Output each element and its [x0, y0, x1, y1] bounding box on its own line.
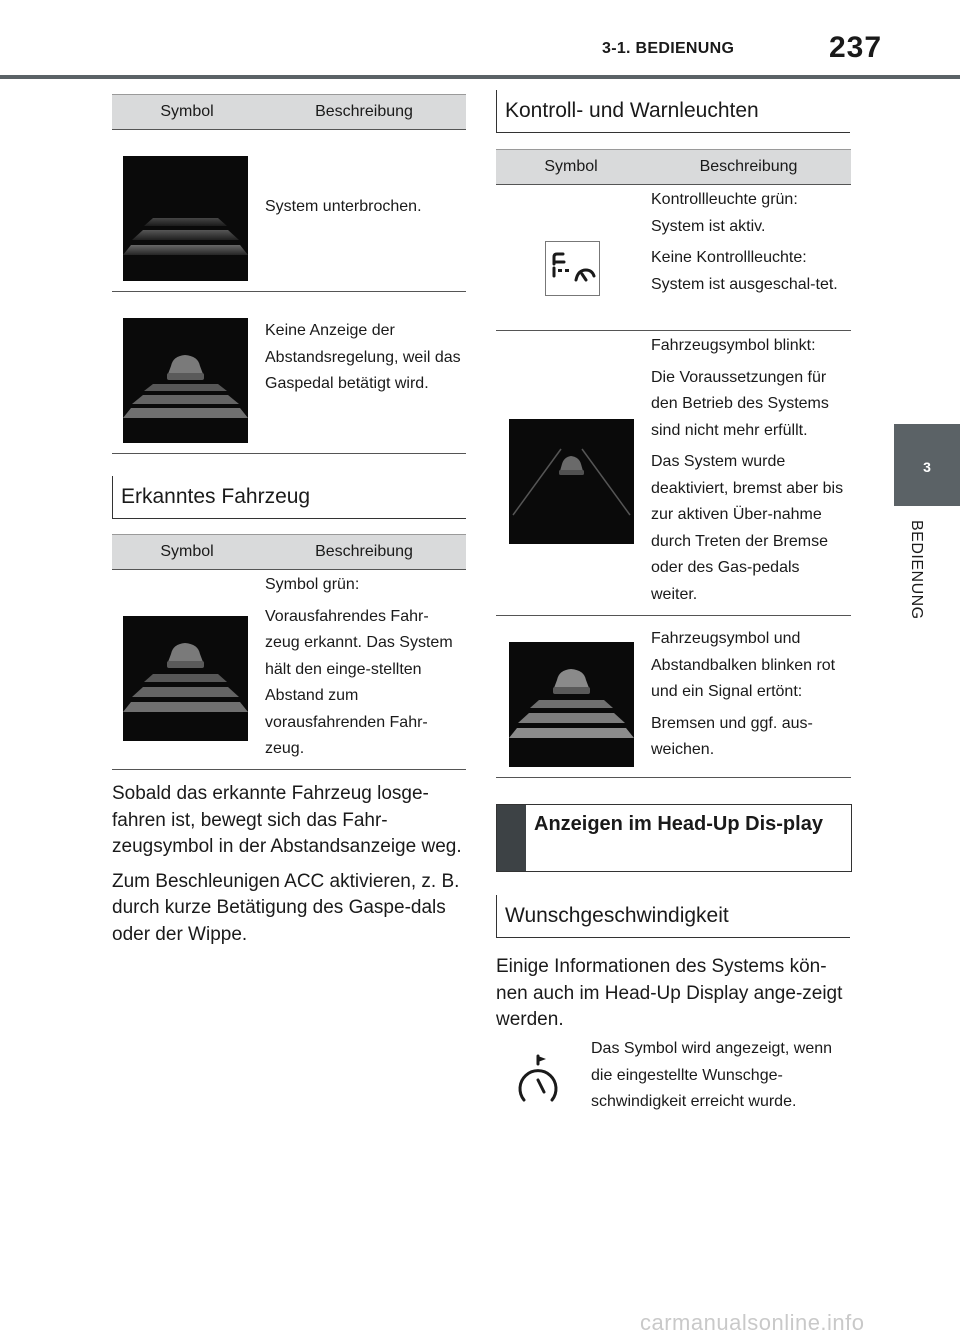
col-description: Beschreibung [699, 158, 798, 175]
col-description: Beschreibung [315, 543, 413, 560]
row-description: Fahrzeugsymbol und Abstandbalken blinken rot und ein Signal ertönt: Bremsen und ggf. aus-weichen. [651, 630, 836, 758]
hud-heading-box [496, 804, 852, 872]
table-row [496, 331, 851, 616]
acc-bars-interrupted-icon [123, 156, 248, 281]
row-description: Keine Anzeige der Abstandsregelung, weil das Gaspedal betätigt wird. [265, 322, 461, 392]
table-header [112, 94, 466, 130]
acc-car-bars-icon [123, 318, 248, 443]
page-number: 237 [829, 31, 883, 64]
table-header [496, 149, 851, 185]
row-description: Fahrzeugsymbol blinkt: Die Voraussetzungen für den Betrieb des Systems sind nicht mehr erfüllt. Das System wurde deaktiviert, bremst aber bis zur aktiven Über-nahme durch Treten der Bremse oder des Gas-pedals weiter. [651, 337, 844, 603]
watermark: carmanualsonline.info [640, 1310, 865, 1335]
acc-car-green-icon [123, 616, 248, 741]
symbol-table-1 [112, 94, 466, 454]
col-description: Beschreibung [315, 103, 413, 120]
chapter-number: 3 [923, 459, 931, 475]
row-description: Symbol grün: Vorausfahrendes Fahr-zeug erkannt. Das System hält den einge-stellten Abstand zum vorausfahrenden Fahr-zeug. [265, 576, 453, 757]
chapter-label: BEDIENUNG [908, 520, 925, 620]
body-text-left: Sobald das erkannte Fahrzeug losge-fahren ist, bewegt sich das Fahr-zeugsymbol in der Abstandsanzeige weg. Zum Beschleunigen ACC aktivieren, z. B. durch kurze Betätigung des Gaspe-dals oder der Wippe. [112, 783, 462, 945]
row-description: Kontrollleuchte grün: System ist aktiv. Keine Kontrollleuchte: System ist ausgeschal-tet. [651, 191, 838, 293]
hud-heading: Anzeigen im Head-Up Dis-play [534, 813, 823, 835]
hud-heading-bar [497, 805, 526, 871]
section-heading-wunsch: Wunschgeschwindigkeit [496, 895, 850, 938]
table-header [112, 534, 466, 570]
table-row [112, 130, 466, 292]
acc-car-road-icon [509, 419, 634, 544]
table-row [112, 570, 466, 770]
acc-car-bars-red-icon [509, 642, 634, 767]
section-heading-erkanntes: Erkanntes Fahrzeug [112, 476, 466, 519]
section-heading-kontroll: Kontroll- und Warnleuchten [496, 90, 850, 133]
symbol-table-3 [496, 149, 851, 778]
header-rule [0, 75, 960, 79]
table-row [496, 616, 851, 778]
acc-indicator-icon [545, 241, 600, 296]
col-symbol: Symbol [160, 103, 214, 120]
col-symbol: Symbol [544, 158, 598, 175]
table-row [496, 185, 851, 331]
section-title: 3-1. BEDIENUNG [602, 40, 735, 57]
body-text-right: Einige Informationen des Systems kön-nen auch im Head-Up Display ange-zeigt werden. [496, 956, 843, 1030]
table-row [112, 292, 466, 454]
col-symbol: Symbol [160, 543, 214, 560]
speedometer-flag-icon [512, 1054, 564, 1106]
row-description: System unterbrochen. [265, 198, 422, 215]
speed-note-text: Das Symbol wird angezeigt, wenn die eingestellte Wunschge-schwindigkeit erreicht wurde. [591, 1040, 833, 1110]
symbol-table-2 [112, 534, 466, 770]
